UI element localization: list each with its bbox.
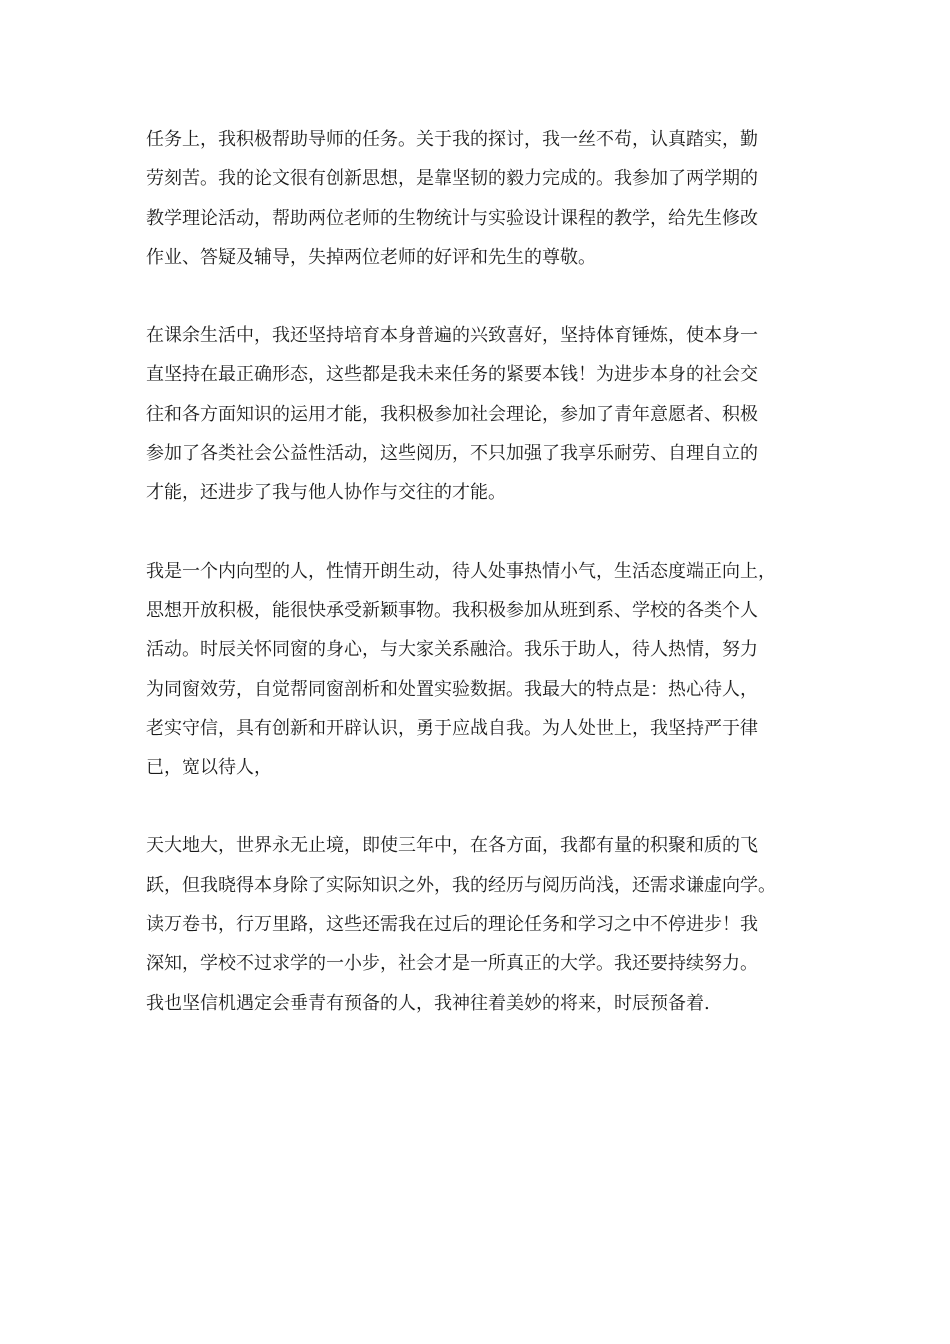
paragraph-4 <box>146 826 826 1022</box>
text-line: 为同窗效劳，自觉帮同窗剖析和处置实验数据。我最大的特点是：热心待人， <box>146 678 758 700</box>
text-line: 天大地大，世界永无止境，即使三年中，在各方面，我都有量的积聚和质的飞 <box>146 835 758 857</box>
text-line: 在课余生活中，我还坚持培育本身普遍的兴致喜好，坚持体育锤炼，使本身一 <box>146 325 758 347</box>
text-line: 老实守信，具有创新和开辟认识，勇于应战自我。为人处世上，我坚持严于律 <box>146 717 758 739</box>
text-line: 跃，但我晓得本身除了实际知识之外，我的经历与阅历尚浅，还需求谦虚向学。 <box>146 874 776 896</box>
text-line: 参加了各类社会公益性活动，这些阅历，不只加强了我享乐耐劳、自理自立的 <box>146 443 758 465</box>
paragraph-1 <box>146 120 826 277</box>
text-line: 活动。时辰关怀同窗的身心，与大家关系融洽。我乐于助人，待人热情，努力 <box>146 639 758 661</box>
text-line: 往和各方面知识的运用才能，我积极参加社会理论，参加了青年意愿者、积极 <box>146 403 758 425</box>
paragraph-2 <box>146 316 826 512</box>
document-body <box>146 120 826 1062</box>
text-line: 作业、答疑及辅导，失掉两位老师的好评和先生的尊敬。 <box>146 246 596 268</box>
text-line: 直坚持在最正确形态，这些都是我未来任务的紧要本钱！为进步本身的社会交 <box>146 364 758 386</box>
text-line: 已，宽以待人， <box>146 757 272 779</box>
text-line: 教学理论活动，帮助两位老师的生物统计与实验设计课程的教学，给先生修改 <box>146 207 758 229</box>
text-line: 我也坚信机遇定会垂青有预备的人，我神往着美妙的将来，时辰预备着. <box>146 992 710 1014</box>
text-line: 我是一个内向型的人，性情开朗生动，待人处事热情小气，生活态度端正向上， <box>146 560 776 582</box>
text-line: 思想开放积极，能很快承受新颖事物。我积极参加从班到系、学校的各类个人 <box>146 599 758 621</box>
text-line: 劳刻苦。我的论文很有创新思想，是靠坚韧的毅力完成的。我参加了两学期的 <box>146 168 758 190</box>
text-line: 才能，还进步了我与他人协作与交往的才能。 <box>146 482 506 504</box>
text-line: 任务上，我积极帮助导师的任务。关于我的探讨，我一丝不苟，认真踏实，勤 <box>146 129 758 150</box>
text-line: 读万卷书，行万里路，这些还需我在过后的理论任务和学习之中不停进步！我 <box>146 914 758 936</box>
text-line: 深知，学校不过求学的一小步，社会才是一所真正的大学。我还要持续努力。 <box>146 953 758 975</box>
paragraph-3 <box>146 552 826 788</box>
